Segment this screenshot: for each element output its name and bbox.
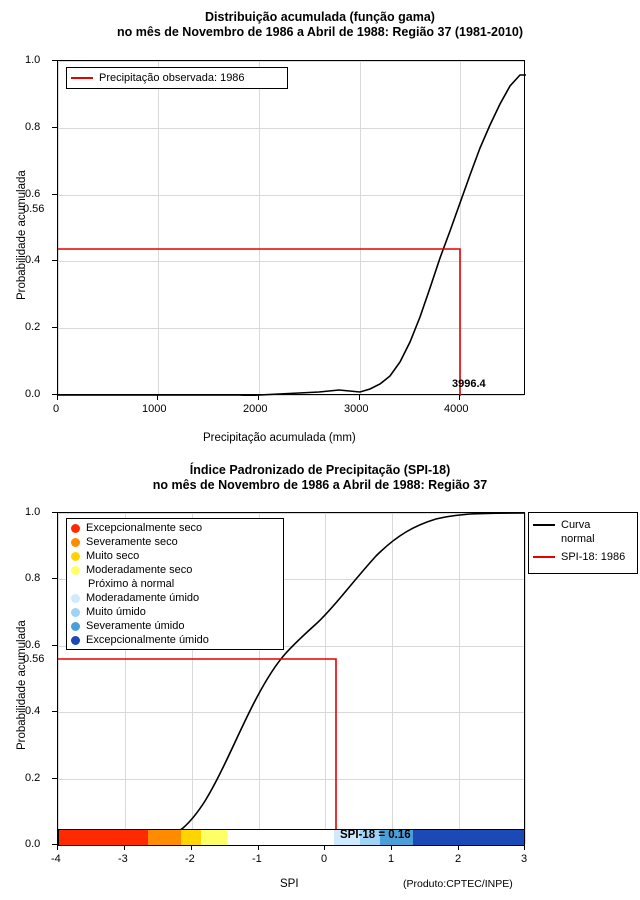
bottom-xtick-2: 2	[455, 853, 462, 865]
top-prob-annotation: 0.56	[23, 203, 45, 215]
top-xtick-2000: 2000	[243, 403, 268, 415]
top-plot-area	[57, 60, 525, 395]
bottom-xtick--3: -3	[118, 853, 128, 865]
class-swatch-icon	[71, 579, 82, 590]
top-ytick-1.0: 1.0	[25, 54, 41, 66]
tick	[391, 845, 392, 850]
legend-label-spi: SPI-18: 1986	[561, 550, 626, 563]
class-label: Moderadamente seco	[86, 564, 193, 576]
legend-line-icon	[533, 524, 555, 526]
tick	[52, 645, 57, 646]
band-segment-moder-seco	[201, 830, 228, 845]
tick	[52, 194, 57, 195]
bottom-ytick-0.8: 0.8	[25, 572, 41, 584]
class-swatch-icon	[71, 622, 80, 631]
tick	[458, 845, 459, 850]
tick	[359, 395, 360, 400]
gamma-cdf-curve	[58, 75, 526, 396]
top-ytick-0.0: 0.0	[25, 388, 41, 400]
top-yaxis-title: Probabilidade acumulada	[16, 170, 28, 300]
band-segment-excep-seco	[59, 830, 148, 845]
legend-label-observed: Precipitação observada: 1986	[99, 72, 245, 84]
bottom-chart-title-line2: no mês de Novembro de 1986 a Abril de 1988: Região 37	[152, 478, 488, 492]
bottom-xtick-3: 3	[521, 853, 528, 865]
top-chart-title-line1: Distribuição acumulada (função gama)	[205, 10, 435, 24]
legend-line-icon	[533, 556, 555, 558]
band-segment-sever-seco	[148, 830, 181, 845]
top-ytick-0.6: 0.6	[25, 188, 41, 200]
tick	[124, 845, 125, 850]
spi-marker-lines	[58, 659, 336, 846]
class-swatch-icon	[71, 538, 80, 547]
observed-marker-lines	[58, 249, 460, 396]
top-ytick-0.4: 0.4	[25, 254, 41, 266]
legend-item	[67, 549, 283, 563]
top-xtick-1000: 1000	[142, 403, 167, 415]
bottom-yaxis-title: Probabilidade acumulada	[16, 620, 28, 750]
bottom-ytick-0.0: 0.0	[25, 838, 41, 850]
legend-label-curva-2: normal	[561, 533, 595, 545]
producer-credit: (Produto:CPTEC/INPE)	[403, 878, 513, 890]
class-swatch-icon	[71, 552, 80, 561]
bottom-chart-title-line1: Índice Padronizado de Precipitação (SPI-18)	[189, 463, 451, 477]
tick	[52, 512, 57, 513]
tick	[52, 260, 57, 261]
tick	[459, 395, 460, 400]
class-label: Muito seco	[86, 550, 140, 562]
bottom-xtick-1: 1	[388, 853, 395, 865]
legend-item	[67, 577, 283, 591]
band-segment-muito-seco	[181, 830, 201, 845]
class-label: Excepcionalmente úmido	[86, 634, 209, 646]
legend-label-curva: Curva	[561, 518, 591, 531]
legend-item	[67, 619, 283, 633]
top-ytick-0.2: 0.2	[25, 321, 41, 333]
bottom-ytick-0.2: 0.2	[25, 772, 41, 784]
bottom-xtick--2: -2	[185, 853, 195, 865]
top-xtick-3000: 3000	[344, 403, 369, 415]
class-label: Severamente úmido	[86, 620, 185, 632]
tick	[324, 845, 325, 850]
class-swatch-icon	[71, 608, 80, 617]
class-label: Próximo à normal	[88, 578, 175, 590]
tick	[191, 845, 192, 850]
spi-color-band	[58, 829, 525, 846]
band-segment-excep-umido	[413, 830, 524, 845]
bottom-xtick-0: 0	[321, 853, 328, 865]
tick	[57, 395, 58, 400]
top-xtick-4000: 4000	[444, 403, 469, 415]
bottom-prob-annotation: 0.56	[23, 653, 45, 665]
tick	[52, 778, 57, 779]
class-label: Muito úmido	[86, 606, 146, 618]
bottom-xtick--1: -1	[252, 853, 262, 865]
spi-class-legend	[66, 518, 284, 650]
band-segment-proximo-normal	[227, 830, 333, 845]
top-xaxis-title: Precipitação acumulada (mm)	[203, 432, 356, 444]
tick	[57, 845, 58, 850]
tick	[258, 395, 259, 400]
top-chart-legend	[66, 67, 288, 89]
spi-value-annotation: SPI-18 = 0.16	[340, 829, 411, 841]
class-label: Severamente seco	[86, 536, 178, 548]
tick	[157, 395, 158, 400]
class-label: Excepcionalmente seco	[86, 522, 203, 534]
bottom-xaxis-title: SPI	[280, 878, 299, 890]
bottom-chart-legend	[528, 512, 638, 574]
top-value-annotation: 3996.4	[452, 378, 486, 390]
tick	[52, 327, 57, 328]
bottom-plot-area	[57, 512, 525, 845]
legend-item	[67, 563, 283, 577]
top-ytick-0.8: 0.8	[25, 121, 41, 133]
bottom-xtick--4: -4	[51, 853, 61, 865]
class-swatch-icon	[71, 636, 80, 645]
class-swatch-icon	[71, 594, 80, 603]
bottom-ytick-1.0: 1.0	[25, 506, 41, 518]
legend-item-curva-normal	[529, 517, 637, 532]
legend-item	[67, 521, 283, 535]
tick	[524, 845, 525, 850]
legend-item	[67, 605, 283, 619]
legend-item-spi	[529, 549, 637, 564]
legend-line-icon	[71, 77, 93, 79]
bottom-ytick-0.4: 0.4	[25, 705, 41, 717]
tick	[258, 845, 259, 850]
class-swatch-icon	[71, 566, 80, 575]
legend-item-curva-normal-2	[529, 532, 637, 546]
top-chart-title-line2: no mês de Novembro de 1986 a Abril de 1988: Região 37 (1981-2010)	[117, 25, 523, 39]
tick	[52, 711, 57, 712]
class-label: Moderadamente úmido	[86, 592, 200, 604]
legend-item	[67, 591, 283, 605]
tick	[52, 578, 57, 579]
tick	[52, 127, 57, 128]
class-swatch-icon	[71, 524, 80, 533]
bottom-ytick-0.6: 0.6	[25, 639, 41, 651]
top-chart-svg	[58, 61, 526, 396]
legend-item	[67, 633, 283, 647]
bottom-chart-title	[0, 463, 640, 493]
top-xtick-0: 0	[53, 403, 60, 415]
top-chart-title	[0, 10, 640, 40]
legend-item	[67, 535, 283, 549]
tick	[52, 60, 57, 61]
